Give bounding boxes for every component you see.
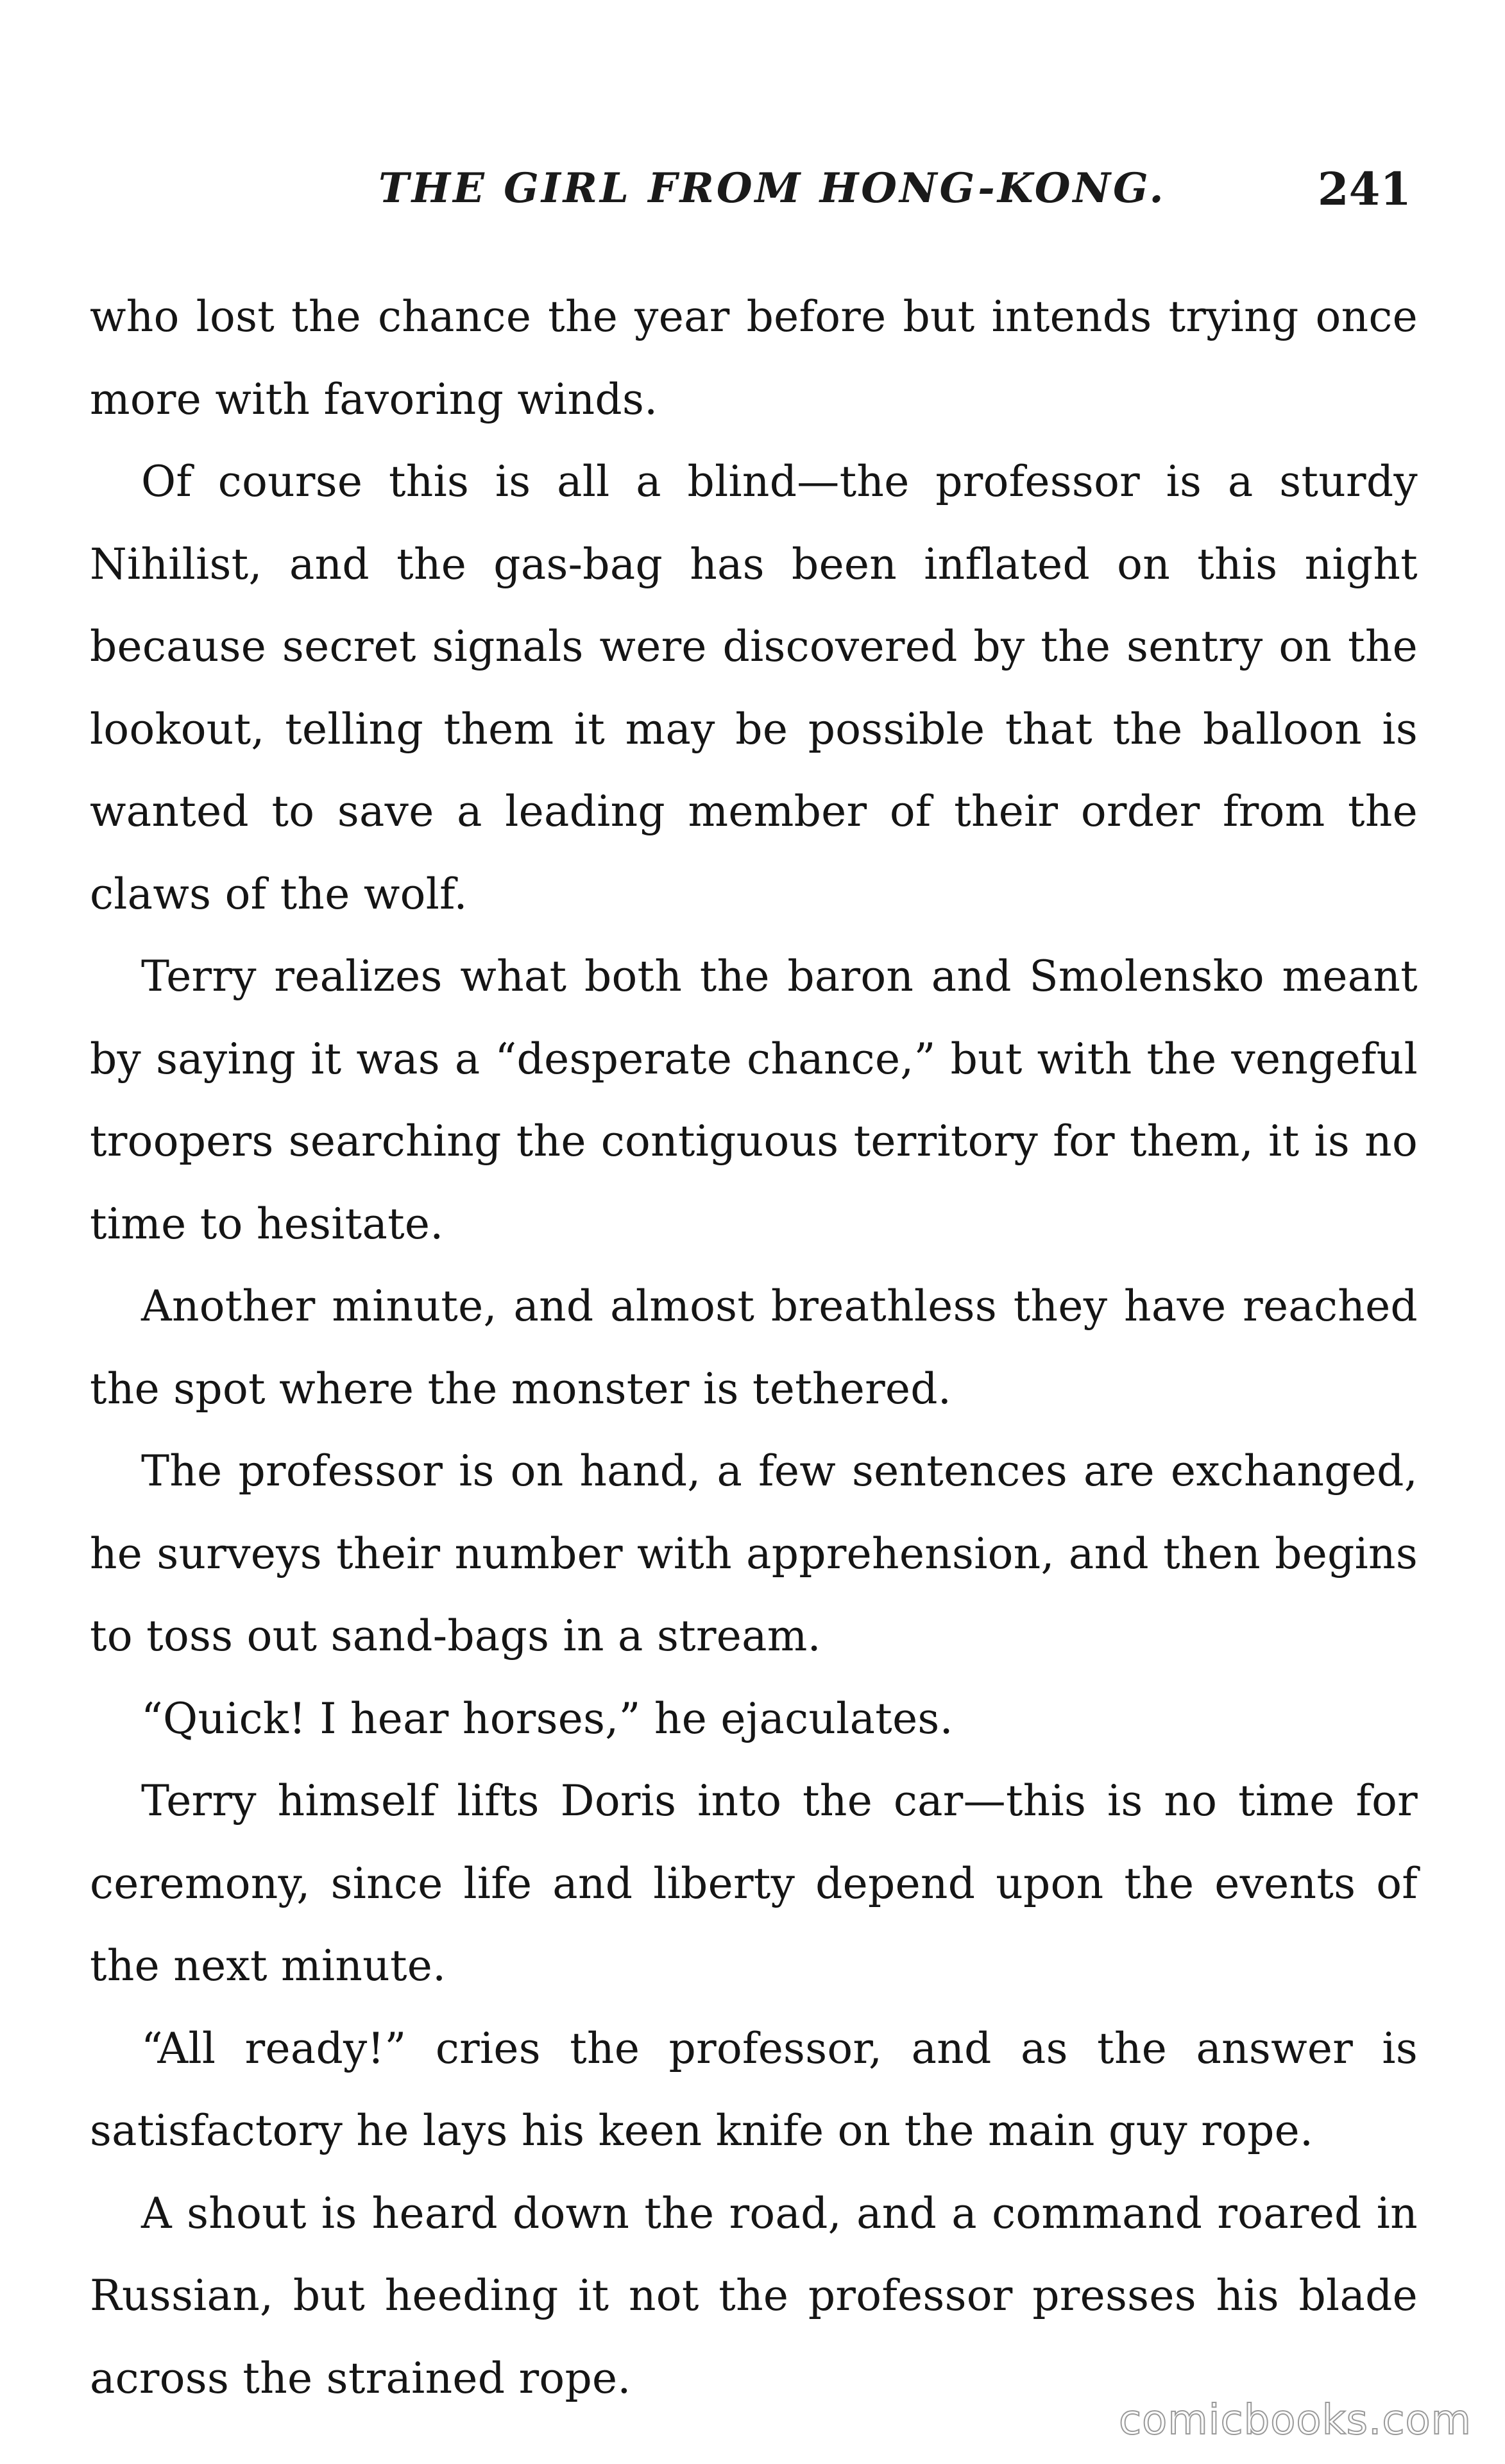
paragraph: The professor is on hand, a few sentences are exchanged, he surveys their number with apprehension, and then begins to toss out sand-bags in a stream. [90, 1446, 1418, 1661]
body-text [90, 276, 1418, 2420]
running-head [90, 162, 1424, 239]
running-title: THE GIRL FROM HONG-KONG. [378, 164, 1166, 212]
paragraph: “Quick! I hear horses,” he ejaculates. [141, 1693, 953, 1743]
paragraph: A shout is heard down the road, and a command roared in Russian, but heeding it not the professor presses his blade across the strained rope. [90, 2188, 1418, 2403]
paragraph: Another minute, and almost breathless they have reached the spot where the monster is tethered. [90, 1281, 1418, 1414]
page-number: 241 [1317, 162, 1411, 216]
paragraph: Terry himself lifts Doris into the car—this is no time for ceremony, since life and liberty depend upon the events of the next minute. [90, 1776, 1418, 1990]
paragraph: Of course this is all a blind—the professor is a sturdy Nihilist, and the gas-bag has been inflated on this night because secret signals were discovered by the sentry on the lookout, telling them it may be possible that the balloon is wanted to save a leading member of their order from the claws of the wolf. [90, 457, 1418, 919]
watermark: comicbooks.com [1118, 2397, 1472, 2444]
paragraph: Terry realizes what both the baron and Smolensko meant by saying it was a “desperate chance,” but with the vengeful troopers searching the contiguous territory for them, it is no time to hesitate. [90, 952, 1418, 1249]
paragraph: “All ready!” cries the professor, and as the answer is satisfactory he lays his keen knife on the main guy rope. [90, 2023, 1418, 2155]
paragraph-continuation: who lost the chance the year before but intends trying once more with favoring winds. [90, 292, 1418, 424]
